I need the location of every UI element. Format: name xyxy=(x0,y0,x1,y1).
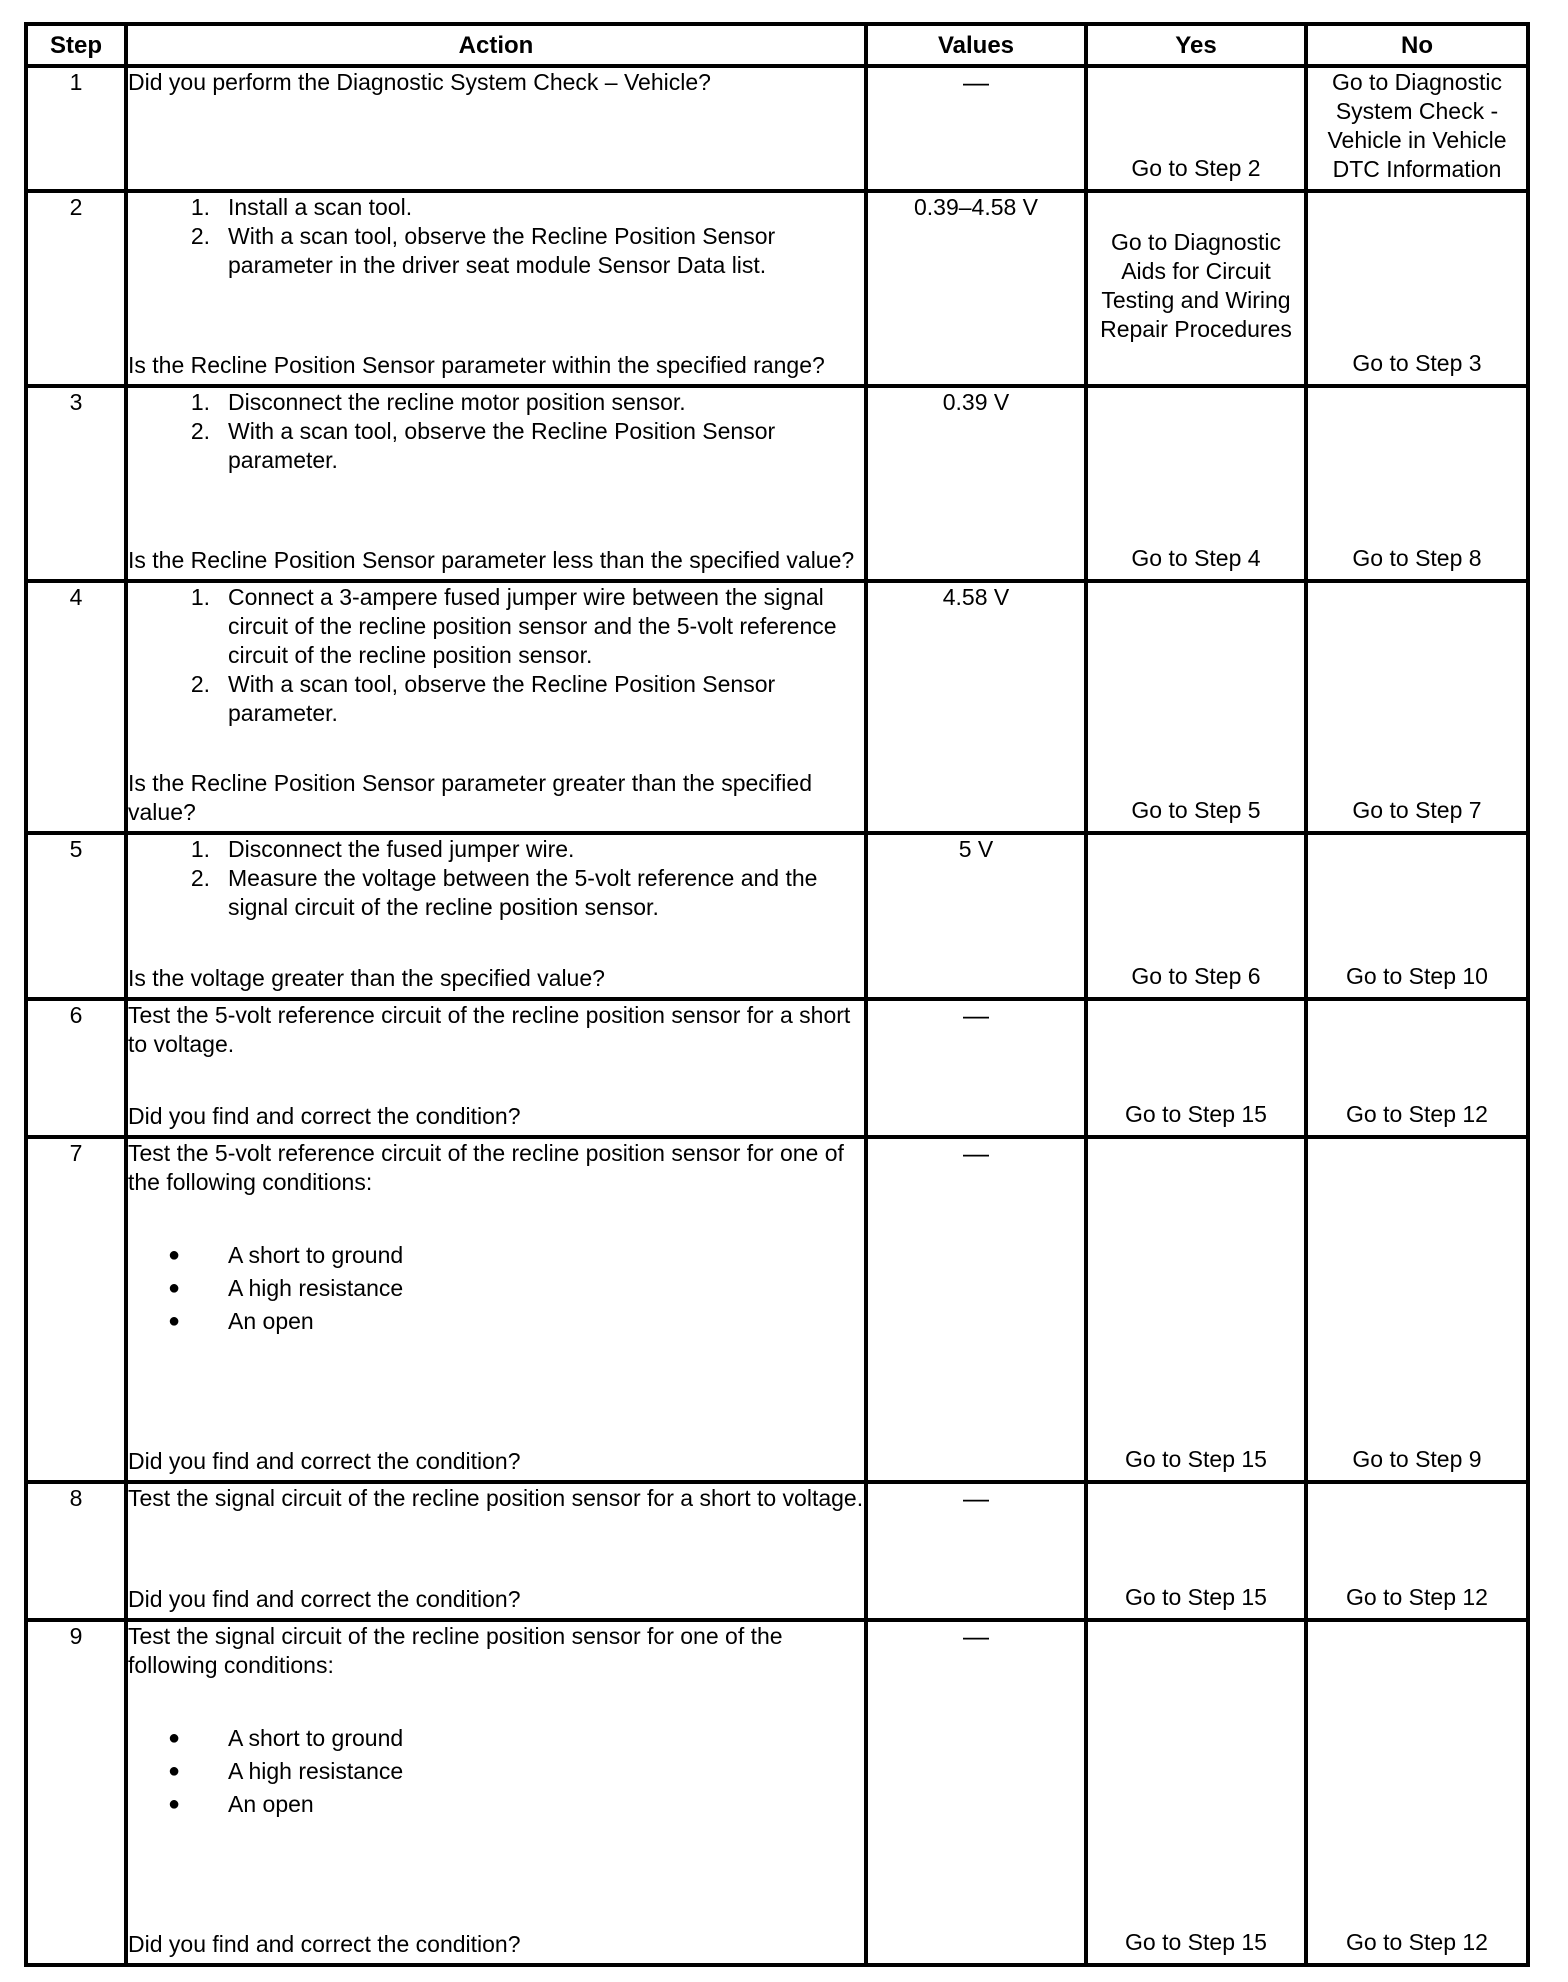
bullet-icon: ● xyxy=(168,1760,181,1782)
list-item xyxy=(128,1239,864,1272)
yes-cell xyxy=(1086,191,1306,386)
list-item xyxy=(128,835,864,864)
numbered-list xyxy=(128,193,864,280)
yes-text: Go to Step 5 xyxy=(1131,797,1261,823)
yes-cell xyxy=(1086,66,1306,191)
no-text: Go to Step 3 xyxy=(1352,350,1482,376)
yes-text: Go to Diagnostic Aids for Circuit Testing and Wiring Repair Procedures xyxy=(1100,228,1292,342)
yes-cell xyxy=(1086,833,1306,999)
action-cell xyxy=(126,1620,866,1965)
list-item xyxy=(128,1788,864,1821)
no-cell xyxy=(1306,833,1528,999)
table-row xyxy=(26,833,1528,999)
numbered-list xyxy=(128,583,864,728)
list-item-text: A short to ground xyxy=(228,1242,404,1268)
table-row xyxy=(26,999,1528,1137)
list-item-text: Measure the voltage between the 5-volt reference and the signal circuit of the recline position sensor. xyxy=(228,865,818,920)
yes-text: Go to Step 4 xyxy=(1131,545,1261,571)
list-item xyxy=(128,1272,864,1305)
no-cell xyxy=(1306,386,1528,581)
value-cell xyxy=(866,999,1086,1137)
table-row xyxy=(26,386,1528,581)
value-text: — xyxy=(963,1138,989,1168)
value-text: — xyxy=(963,1621,989,1651)
list-item xyxy=(128,864,864,922)
value-cell xyxy=(866,581,1086,833)
numbered-list xyxy=(128,388,864,475)
yes-text: Go to Step 15 xyxy=(1125,1929,1267,1955)
action-question: Did you find and correct the condition? xyxy=(128,1931,521,1957)
bullet-list xyxy=(128,1722,864,1821)
action-cell xyxy=(126,66,866,191)
action-question: Did you find and correct the condition? xyxy=(128,1448,521,1474)
table-row xyxy=(26,66,1528,191)
yes-cell xyxy=(1086,1137,1306,1482)
no-text: Go to Step 7 xyxy=(1352,797,1482,823)
list-item-number: 1. xyxy=(190,194,210,220)
action-cell xyxy=(126,999,866,1137)
header-yes: Yes xyxy=(1086,24,1306,66)
list-item-number: 2. xyxy=(190,865,210,891)
value-cell xyxy=(866,191,1086,386)
action-intro: Test the 5-volt reference circuit of the recline position sensor for one of the following conditions: xyxy=(128,1140,844,1195)
list-item-text: Connect a 3-ampere fused jumper wire between the signal circuit of the recline position sensor and the 5-volt reference circuit of the recline position sensor. xyxy=(228,584,837,668)
action-intro: Test the signal circuit of the recline position sensor for a short to voltage. xyxy=(128,1485,864,1511)
step-number: 9 xyxy=(26,1620,126,1965)
value-cell xyxy=(866,1482,1086,1620)
list-item xyxy=(128,417,864,475)
value-text: 0.39–4.58 V xyxy=(913,194,1039,220)
list-item-text: With a scan tool, observe the Recline Position Sensor parameter in the driver seat module Sensor Data list. xyxy=(228,223,776,278)
list-item-text: Install a scan tool. xyxy=(228,194,413,220)
yes-text: Go to Step 6 xyxy=(1131,963,1261,989)
list-item xyxy=(128,388,864,417)
header-action: Action xyxy=(126,24,866,66)
value-text: — xyxy=(963,1000,989,1030)
yes-text: Go to Step 15 xyxy=(1125,1101,1267,1127)
header-values: Values xyxy=(866,24,1086,66)
list-item-text: With a scan tool, observe the Recline Position Sensor parameter. xyxy=(228,671,776,726)
action-intro: Did you perform the Diagnostic System Check – Vehicle? xyxy=(128,69,711,95)
list-item xyxy=(128,670,864,728)
step-number: 5 xyxy=(26,833,126,999)
action-question: Is the voltage greater than the specified value? xyxy=(128,965,605,991)
value-cell xyxy=(866,1620,1086,1965)
list-item-text: Disconnect the fused jumper wire. xyxy=(228,836,575,862)
step-number: 2 xyxy=(26,191,126,386)
table-row xyxy=(26,1137,1528,1482)
value-text: 4.58 V xyxy=(942,584,1010,610)
value-text: 5 V xyxy=(958,836,994,862)
yes-cell xyxy=(1086,1620,1306,1965)
bullet-icon: ● xyxy=(168,1793,181,1815)
yes-cell xyxy=(1086,581,1306,833)
action-cell xyxy=(126,1482,866,1620)
action-question: Is the Recline Position Sensor parameter less than the specified value? xyxy=(128,547,855,573)
bullet-icon: ● xyxy=(168,1727,181,1749)
value-text: — xyxy=(963,67,989,97)
no-text: Go to Step 12 xyxy=(1346,1929,1488,1955)
no-text: Go to Step 8 xyxy=(1352,545,1482,571)
action-question: Did you find and correct the condition? xyxy=(128,1586,521,1612)
no-text: Go to Step 10 xyxy=(1346,963,1488,989)
yes-cell xyxy=(1086,1482,1306,1620)
bullet-list xyxy=(128,1239,864,1338)
no-cell xyxy=(1306,1620,1528,1965)
value-cell xyxy=(866,833,1086,999)
no-cell xyxy=(1306,191,1528,386)
header-step: Step xyxy=(26,24,126,66)
value-cell xyxy=(866,386,1086,581)
list-item xyxy=(128,1305,864,1338)
no-cell xyxy=(1306,66,1528,191)
action-cell xyxy=(126,386,866,581)
table-row xyxy=(26,1620,1528,1965)
list-item-number: 1. xyxy=(190,389,210,415)
header-row xyxy=(26,24,1528,66)
bullet-icon: ● xyxy=(168,1310,181,1332)
action-cell xyxy=(126,191,866,386)
list-item xyxy=(128,1722,864,1755)
value-cell xyxy=(866,1137,1086,1482)
list-item xyxy=(128,193,864,222)
bullet-icon: ● xyxy=(168,1277,181,1299)
action-question: Is the Recline Position Sensor parameter greater than the specified value? xyxy=(128,770,812,825)
no-cell xyxy=(1306,1137,1528,1482)
step-number: 1 xyxy=(26,66,126,191)
step-number: 3 xyxy=(26,386,126,581)
step-number: 7 xyxy=(26,1137,126,1482)
action-intro: Test the signal circuit of the recline position sensor for one of the following conditions: xyxy=(128,1623,783,1678)
table-row xyxy=(26,191,1528,386)
step-number: 8 xyxy=(26,1482,126,1620)
list-item-number: 1. xyxy=(190,584,210,610)
yes-text: Go to Step 15 xyxy=(1125,1446,1267,1472)
yes-cell xyxy=(1086,999,1306,1137)
no-text: Go to Step 12 xyxy=(1346,1584,1488,1610)
table-row xyxy=(26,1482,1528,1620)
bullet-icon: ● xyxy=(168,1244,181,1266)
diagnostic-table xyxy=(24,22,1530,1967)
action-cell xyxy=(126,1137,866,1482)
action-question: Did you find and correct the condition? xyxy=(128,1103,521,1129)
value-text: — xyxy=(963,1483,989,1513)
no-text: Go to Step 12 xyxy=(1346,1101,1488,1127)
list-item-number: 2. xyxy=(190,418,210,444)
no-text: Go to Diagnostic System Check - Vehicle in Vehicle DTC Information xyxy=(1327,69,1507,182)
list-item-number: 2. xyxy=(190,671,210,697)
list-item-text: A short to ground xyxy=(228,1725,404,1751)
value-cell xyxy=(866,66,1086,191)
list-item xyxy=(128,583,864,670)
no-text: Go to Step 9 xyxy=(1352,1446,1482,1472)
list-item-text: Disconnect the recline motor position sensor. xyxy=(228,389,686,415)
list-item-text: With a scan tool, observe the Recline Position Sensor parameter. xyxy=(228,418,776,473)
action-cell xyxy=(126,581,866,833)
list-item-text: A high resistance xyxy=(228,1758,404,1784)
action-intro: Test the 5-volt reference circuit of the recline position sensor for a short to voltage. xyxy=(128,1002,851,1057)
step-number: 6 xyxy=(26,999,126,1137)
action-cell xyxy=(126,833,866,999)
yes-cell xyxy=(1086,386,1306,581)
no-cell xyxy=(1306,1482,1528,1620)
list-item xyxy=(128,222,864,280)
list-item-number: 1. xyxy=(190,836,210,862)
list-item-number: 2. xyxy=(190,223,210,249)
step-number: 4 xyxy=(26,581,126,833)
table-row xyxy=(26,581,1528,833)
numbered-list xyxy=(128,835,864,922)
yes-text: Go to Step 2 xyxy=(1131,155,1261,181)
action-question: Is the Recline Position Sensor parameter within the specified range? xyxy=(128,352,825,378)
list-item-text: A high resistance xyxy=(228,1275,404,1301)
list-item xyxy=(128,1755,864,1788)
header-no: No xyxy=(1306,24,1528,66)
value-text: 0.39 V xyxy=(942,389,1010,415)
list-item-text: An open xyxy=(228,1791,314,1817)
no-cell xyxy=(1306,999,1528,1137)
yes-text: Go to Step 15 xyxy=(1125,1584,1267,1610)
list-item-text: An open xyxy=(228,1308,314,1334)
no-cell xyxy=(1306,581,1528,833)
